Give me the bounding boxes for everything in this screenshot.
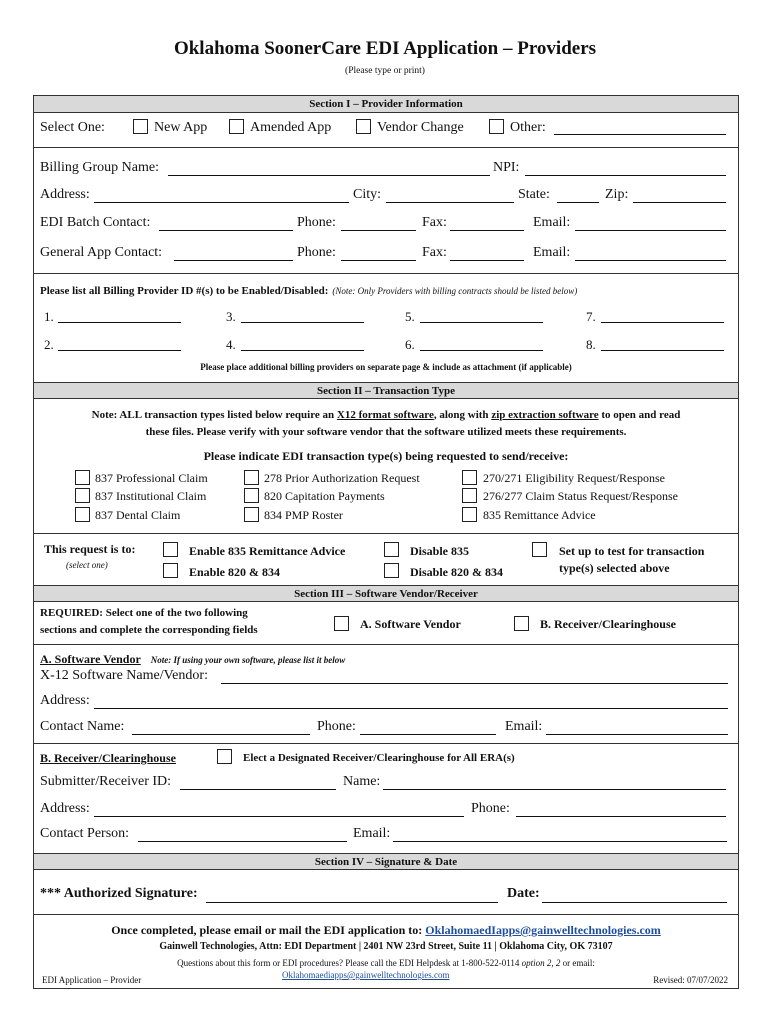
software-vendor-title: A. Software Vendor bbox=[40, 652, 141, 666]
vendor-change-checkbox[interactable] bbox=[356, 119, 371, 134]
vendor-address-field[interactable] bbox=[94, 708, 728, 709]
divider bbox=[34, 273, 738, 274]
option-b-checkbox[interactable] bbox=[514, 616, 529, 631]
phone-label: Phone: bbox=[297, 215, 336, 230]
section-2-header: Section II – Transaction Type bbox=[34, 382, 738, 399]
application-form bbox=[33, 95, 739, 989]
provider-id-5-label: 5. bbox=[405, 309, 415, 324]
city-field[interactable] bbox=[386, 202, 514, 203]
zip-label: Zip: bbox=[605, 187, 629, 202]
indicate-transaction-label: Please indicate EDI transaction type(s) being requested to send/receive: bbox=[203, 449, 569, 463]
required-note-2: sections and complete the corresponding fields bbox=[40, 624, 258, 636]
contact-person-label: Contact Person: bbox=[40, 826, 130, 841]
general-fax-field[interactable] bbox=[450, 260, 524, 261]
billing-group-label: Billing Group Name: bbox=[40, 160, 159, 175]
837-institutional-label: 837 Institutional Claim bbox=[95, 489, 207, 503]
vendor-address-label: Address: bbox=[40, 693, 90, 708]
278-prior-auth-checkbox[interactable] bbox=[244, 470, 259, 485]
questions-line: Questions about this form or EDI procedures? Please call the EDI Helpdesk at 1-800-522-0114 option 2, 2 or email: bbox=[177, 958, 595, 968]
state-label: State: bbox=[518, 187, 550, 202]
provider-id-6-field[interactable] bbox=[420, 350, 543, 351]
disable-835-checkbox[interactable] bbox=[384, 542, 399, 557]
vendor-phone-field[interactable] bbox=[360, 734, 496, 735]
provider-id-1-label: 1. bbox=[44, 309, 54, 324]
enable-820-834-checkbox[interactable] bbox=[163, 563, 178, 578]
address-field[interactable] bbox=[94, 202, 349, 203]
state-field[interactable] bbox=[557, 202, 599, 203]
provider-id-3-field[interactable] bbox=[241, 322, 364, 323]
new-app-checkbox[interactable] bbox=[133, 119, 148, 134]
x12-software-label: X-12 Software Name/Vendor: bbox=[40, 668, 208, 683]
npi-label: NPI: bbox=[493, 160, 520, 175]
vendor-change-label: Vendor Change bbox=[377, 120, 464, 135]
vendor-email-field[interactable] bbox=[546, 734, 728, 735]
other-label: Other: bbox=[510, 120, 546, 135]
signature-date-field[interactable] bbox=[542, 902, 727, 903]
provider-id-3-label: 3. bbox=[226, 309, 236, 324]
elect-receiver-label: Elect a Designated Receiver/Clearinghouse for All ERA(s) bbox=[243, 752, 515, 764]
billing-provider-list-note: (Note: Only Providers with billing contracts should be listed below) bbox=[332, 286, 578, 296]
npi-field[interactable] bbox=[525, 175, 726, 176]
billing-provider-list-title: Please list all Billing Provider ID #(s) to be Enabled/Disabled: bbox=[40, 285, 329, 297]
form-title: Oklahoma SoonerCare EDI Application – Providers bbox=[173, 38, 597, 59]
transaction-note-line-1: Note: ALL transaction types listed below require an X12 format software, along with zip extraction software to open and read bbox=[91, 409, 681, 421]
address-label: Address: bbox=[40, 187, 90, 202]
divider bbox=[34, 644, 738, 645]
835-remittance-checkbox[interactable] bbox=[462, 507, 477, 522]
disable-820-834-label: Disable 820 & 834 bbox=[410, 565, 503, 579]
provider-id-4-label: 4. bbox=[226, 337, 236, 352]
837-dental-checkbox[interactable] bbox=[75, 507, 90, 522]
mailing-address: Gainwell Technologies, Attn: EDI Department | 2401 NW 23rd Street, Suite 11 | Oklahoma City, OK 73107 bbox=[159, 941, 613, 952]
edi-batch-contact-label: EDI Batch Contact: bbox=[40, 215, 151, 230]
signature-date-label: Date: bbox=[507, 886, 540, 901]
software-vendor-note: Note: If using your own software, please list it below bbox=[150, 655, 346, 665]
amended-app-label: Amended App bbox=[250, 120, 332, 135]
revised-date: Revised: 07/07/2022 bbox=[653, 975, 728, 985]
fax-label: Fax: bbox=[422, 215, 447, 230]
provider-id-8-field[interactable] bbox=[601, 350, 724, 351]
email-label: Email: bbox=[533, 245, 571, 260]
section-3-header: Section III – Software Vendor/Receiver bbox=[34, 585, 738, 602]
submitter-id-label: Submitter/Receiver ID: bbox=[40, 774, 172, 789]
837-institutional-checkbox[interactable] bbox=[75, 488, 90, 503]
vendor-email-label: Email: bbox=[505, 719, 543, 734]
receiver-phone-field[interactable] bbox=[516, 816, 726, 817]
835-remittance-label: 835 Remittance Advice bbox=[483, 508, 596, 522]
billing-group-field[interactable] bbox=[168, 175, 490, 176]
x12-software-field[interactable] bbox=[221, 683, 728, 684]
276-277-claim-status-checkbox[interactable] bbox=[462, 488, 477, 503]
receiver-address-field[interactable] bbox=[94, 816, 464, 817]
general-app-contact-label: General App Contact: bbox=[40, 245, 163, 260]
divider bbox=[34, 533, 738, 534]
amended-app-checkbox[interactable] bbox=[229, 119, 244, 134]
enable-820-834-label: Enable 820 & 834 bbox=[189, 565, 281, 579]
select-one-label: Select One: bbox=[40, 120, 105, 135]
837-dental-label: 837 Dental Claim bbox=[95, 508, 181, 522]
enable-835-label: Enable 835 Remittance Advice bbox=[189, 544, 346, 558]
834-pmp-roster-checkbox[interactable] bbox=[244, 507, 259, 522]
option-a-checkbox[interactable] bbox=[334, 616, 349, 631]
270-271-eligibility-label: 270/271 Eligibility Request/Response bbox=[483, 471, 665, 485]
receiver-clearinghouse-title: B. Receiver/Clearinghouse bbox=[40, 751, 176, 765]
837-professional-label: 837 Professional Claim bbox=[95, 471, 208, 485]
elect-receiver-checkbox[interactable] bbox=[217, 749, 232, 764]
setup-test-checkbox[interactable] bbox=[532, 542, 547, 557]
receiver-phone-label: Phone: bbox=[471, 801, 510, 816]
new-app-label: New App bbox=[154, 120, 208, 135]
divider bbox=[34, 914, 738, 915]
provider-id-1-field[interactable] bbox=[58, 322, 181, 323]
820-capitation-checkbox[interactable] bbox=[244, 488, 259, 503]
disable-835-label: Disable 835 bbox=[410, 544, 470, 558]
edi-phone-field[interactable] bbox=[341, 230, 416, 231]
provider-id-5-field[interactable] bbox=[420, 322, 543, 323]
receiver-name-label: Name: bbox=[343, 774, 381, 789]
provider-id-7-field[interactable] bbox=[601, 322, 724, 323]
general-app-contact-field[interactable] bbox=[174, 260, 293, 261]
270-271-eligibility-checkbox[interactable] bbox=[462, 470, 477, 485]
section-4-header: Section IV – Signature & Date bbox=[34, 853, 738, 870]
other-checkbox[interactable] bbox=[489, 119, 504, 134]
provider-id-7-label: 7. bbox=[586, 309, 596, 324]
request-is-label: This request is to: bbox=[44, 542, 136, 556]
receiver-name-field[interactable] bbox=[383, 789, 726, 790]
zip-field[interactable] bbox=[633, 202, 726, 203]
form-footer-name: EDI Application – Provider bbox=[42, 975, 142, 985]
email-label: Email: bbox=[533, 215, 571, 230]
completed-instructions: Once completed, please email or mail the EDI application to: OklahomaedIapps@gainwelltechnologies.com bbox=[111, 923, 661, 937]
278-prior-auth-label: 278 Prior Authorization Request bbox=[264, 471, 420, 485]
receiver-email-label: Email: bbox=[353, 826, 391, 841]
vendor-contact-field[interactable] bbox=[132, 734, 310, 735]
fax-label: Fax: bbox=[422, 245, 447, 260]
edi-fax-field[interactable] bbox=[450, 230, 524, 231]
edi-email-field[interactable] bbox=[575, 230, 726, 231]
edi-batch-contact-field[interactable] bbox=[159, 230, 293, 231]
section-1-header: Section I – Provider Information bbox=[34, 96, 738, 113]
submitter-id-field[interactable] bbox=[180, 789, 336, 790]
enable-835-checkbox[interactable] bbox=[163, 542, 178, 557]
820-capitation-label: 820 Capitation Payments bbox=[264, 489, 385, 503]
provider-id-8-label: 8. bbox=[586, 337, 596, 352]
form-subtitle: (Please type or print) bbox=[345, 66, 425, 76]
276-277-claim-status-label: 276/277 Claim Status Request/Response bbox=[483, 489, 678, 503]
additional-providers-note: Please place additional billing providers on separate page & include as attachment (if applicable) bbox=[200, 362, 572, 372]
vendor-phone-label: Phone: bbox=[317, 719, 356, 734]
general-email-field[interactable] bbox=[575, 260, 726, 261]
divider bbox=[34, 743, 738, 744]
provider-id-2-field[interactable] bbox=[58, 350, 181, 351]
city-label: City: bbox=[353, 187, 382, 202]
divider bbox=[34, 147, 738, 148]
general-phone-field[interactable] bbox=[341, 260, 416, 261]
other-field[interactable] bbox=[554, 134, 726, 135]
contact-person-field[interactable] bbox=[138, 841, 347, 842]
transaction-note-line-2: these files. Please verify with your software vendor that the software utilized meets these requirements. bbox=[145, 426, 627, 438]
vendor-contact-label: Contact Name: bbox=[40, 719, 125, 734]
option-a-label: A. Software Vendor bbox=[360, 617, 461, 631]
setup-test-label-1: Set up to test for transaction bbox=[559, 544, 705, 558]
authorized-signature-label: *** Authorized Signature: bbox=[40, 886, 198, 901]
disable-820-834-checkbox[interactable] bbox=[384, 563, 399, 578]
authorized-signature-field[interactable] bbox=[206, 902, 498, 903]
provider-id-4-field[interactable] bbox=[241, 350, 364, 351]
phone-label: Phone: bbox=[297, 245, 336, 260]
helpdesk-email-link[interactable]: Oklahomaediapps@gainwelltechnologies.com bbox=[282, 970, 450, 980]
request-select-one-label: (select one) bbox=[66, 560, 108, 570]
setup-test-label-2: type(s) selected above bbox=[559, 561, 670, 575]
option-b-label: B. Receiver/Clearinghouse bbox=[540, 617, 676, 631]
required-note-1: REQUIRED: Select one of the two following bbox=[40, 607, 248, 619]
provider-id-6-label: 6. bbox=[405, 337, 415, 352]
837-professional-checkbox[interactable] bbox=[75, 470, 90, 485]
receiver-address-label: Address: bbox=[40, 801, 90, 816]
provider-id-2-label: 2. bbox=[44, 337, 54, 352]
submission-email-link[interactable]: OklahomaedIapps@gainwelltechnologies.com bbox=[425, 923, 661, 937]
receiver-email-field[interactable] bbox=[393, 841, 727, 842]
834-pmp-roster-label: 834 PMP Roster bbox=[264, 508, 343, 522]
